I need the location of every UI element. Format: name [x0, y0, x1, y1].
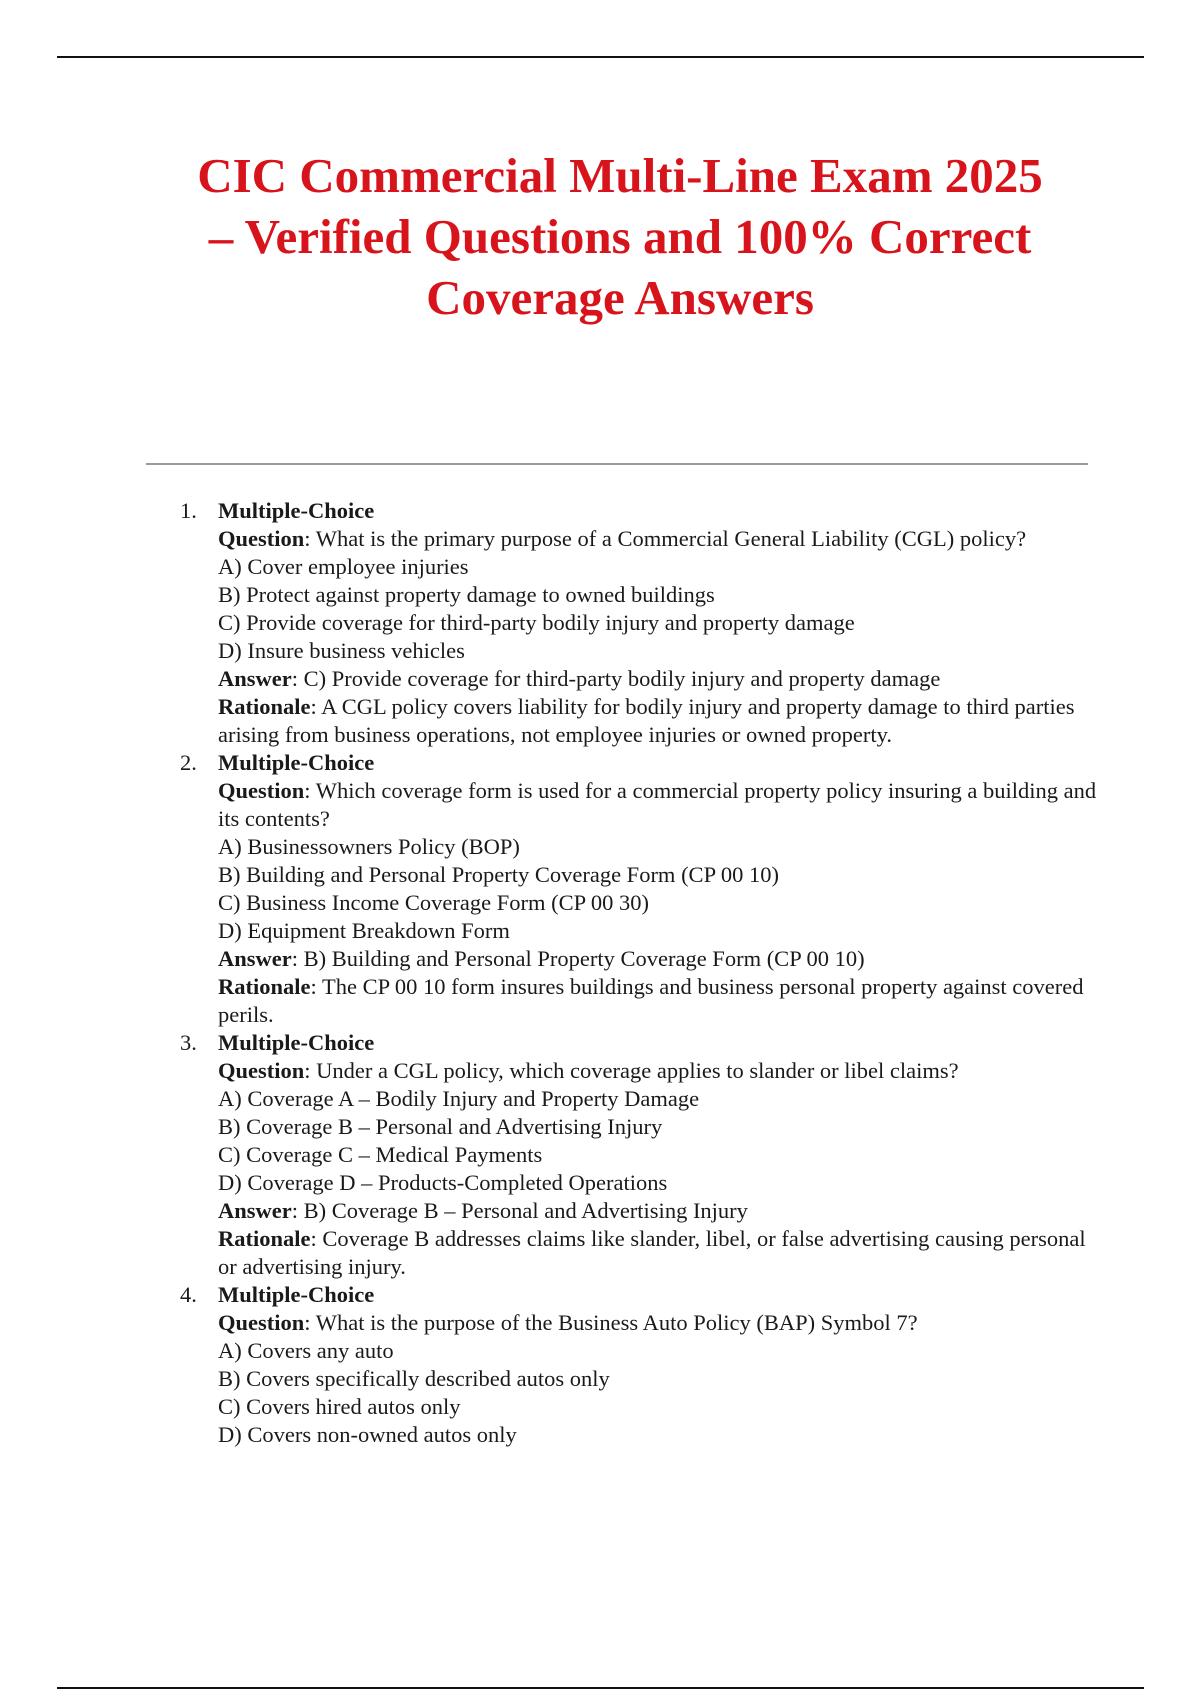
question-label: Question: [218, 1058, 305, 1083]
question-number: 4.: [180, 1282, 197, 1307]
answer-text: [218, 1197, 1120, 1225]
question-item: [0, 497, 1200, 749]
option-a: A) Covers any auto: [218, 1338, 394, 1363]
answer-text: [218, 665, 1120, 693]
title-line: CIC Commercial Multi-Line Exam 2025: [197, 148, 1043, 203]
option-b: B) Covers specifically described autos only: [218, 1366, 610, 1391]
question-body: : Which coverage form is used for a commercial property policy insuring a building and its contents?: [218, 778, 1097, 831]
rationale-label: Rationale: [218, 974, 311, 999]
question-item: [0, 749, 1200, 1029]
question-type: Multiple-Choice: [218, 498, 375, 523]
rationale-body: : Coverage B addresses claims like slander, libel, or false advertising causing personal or advertising injury.: [218, 1226, 1086, 1279]
option-d: D) Equipment Breakdown Form: [218, 918, 510, 943]
question-type: Multiple-Choice: [218, 1030, 375, 1055]
option-c: C) Covers hired autos only: [218, 1394, 461, 1419]
answer-label: Answer: [218, 946, 292, 971]
question-body: : What is the primary purpose of a Commercial General Liability (CGL) policy?: [304, 526, 1027, 551]
option-b: B) Building and Personal Property Coverage Form (CP 00 10): [218, 862, 779, 887]
document-title: [130, 145, 1110, 328]
question-item: [0, 1281, 1200, 1449]
title-line: Coverage Answers: [426, 270, 814, 325]
question-text: [218, 1309, 1120, 1337]
question-text: [218, 1057, 1120, 1085]
option-b: B) Coverage B – Personal and Advertising Injury: [218, 1114, 663, 1139]
question-type: Multiple-Choice: [218, 1282, 375, 1307]
answer-label: Answer: [218, 666, 292, 691]
question-label: Question: [218, 1310, 305, 1335]
option-c: C) Provide coverage for third-party bodily injury and property damage: [218, 610, 855, 635]
question-list: [0, 497, 1200, 1449]
option-d: D) Coverage D – Products-Completed Operations: [218, 1170, 668, 1195]
option-a: A) Businessowners Policy (BOP): [218, 834, 520, 859]
question-item: [0, 1029, 1200, 1281]
question-text: [218, 777, 1098, 833]
rationale-text: [218, 973, 1098, 1029]
question-number: 2.: [180, 750, 197, 775]
top-rule: [57, 56, 1144, 58]
option-c: C) Business Income Coverage Form (CP 00 30): [218, 890, 649, 915]
section-divider: [146, 463, 1088, 465]
answer-text: [218, 945, 1120, 973]
question-text: [218, 525, 1120, 553]
question-number: 3.: [180, 1030, 197, 1055]
option-b: B) Protect against property damage to owned buildings: [218, 582, 715, 607]
rationale-text: [218, 693, 1098, 749]
question-number: 1.: [180, 498, 197, 523]
option-d: D) Covers non-owned autos only: [218, 1422, 517, 1447]
answer-body: : B) Coverage B – Personal and Advertising Injury: [291, 1198, 748, 1223]
answer-label: Answer: [218, 1198, 292, 1223]
title-line: – Verified Questions and 100% Correct: [208, 209, 1032, 264]
option-a: A) Cover employee injuries: [218, 554, 469, 579]
answer-body: : B) Building and Personal Property Coverage Form (CP 00 10): [291, 946, 865, 971]
rationale-body: : The CP 00 10 form insures buildings and business personal property against covered perils.: [218, 974, 1084, 1027]
option-c: C) Coverage C – Medical Payments: [218, 1142, 543, 1167]
bottom-rule: [57, 1687, 1144, 1689]
question-label: Question: [218, 526, 305, 551]
question-type: Multiple-Choice: [218, 750, 375, 775]
question-body: : What is the purpose of the Business Auto Policy (BAP) Symbol 7?: [304, 1310, 918, 1335]
answer-body: : C) Provide coverage for third-party bodily injury and property damage: [291, 666, 941, 691]
option-a: A) Coverage A – Bodily Injury and Property Damage: [218, 1086, 700, 1111]
rationale-label: Rationale: [218, 1226, 311, 1251]
question-body: : Under a CGL policy, which coverage applies to slander or libel claims?: [304, 1058, 959, 1083]
rationale-text: [218, 1225, 1098, 1281]
question-label: Question: [218, 778, 305, 803]
rationale-body: : A CGL policy covers liability for bodily injury and property damage to third parties arising from business operations, not employee injuries or owned property.: [218, 694, 1075, 747]
option-d: D) Insure business vehicles: [218, 638, 465, 663]
rationale-label: Rationale: [218, 694, 311, 719]
